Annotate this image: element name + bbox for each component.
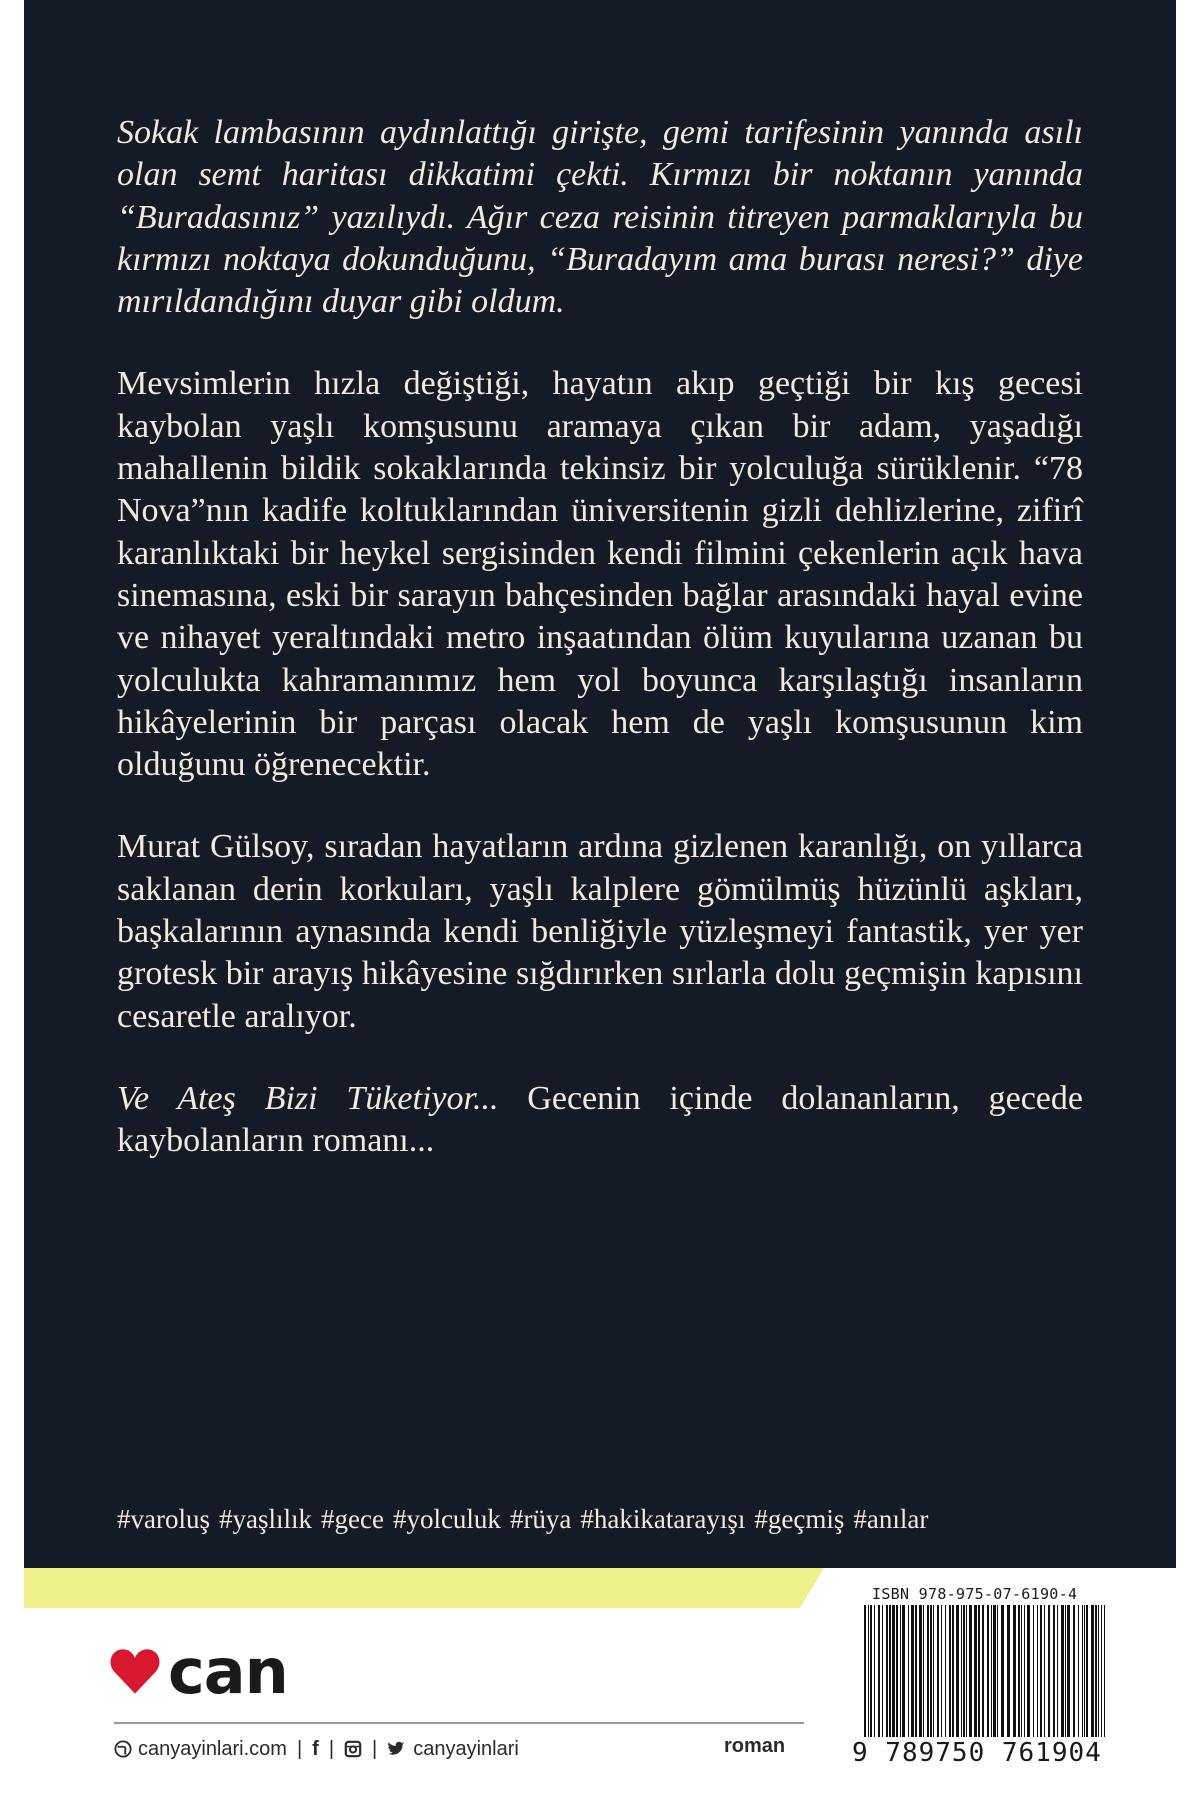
barcode-bar [886,1605,888,1737]
barcode-bar [1040,1605,1042,1737]
publisher-footer [114,1733,519,1765]
barcode-bar [1018,1605,1020,1737]
hashtag: #yolculuk [392,1504,501,1534]
dark-panel [24,0,1176,1568]
barcode-bar [974,1605,977,1737]
hashtag: #geçmiş [754,1504,845,1534]
barcode-bar [896,1605,898,1737]
barcode-bar [1091,1605,1094,1737]
barcode-digits: 9 789750 761904 [852,1738,1102,1768]
hashtag: #hakikatarayışı [580,1504,746,1534]
facebook-icon[interactable]: f [312,1737,319,1760]
separator: | [328,1737,335,1760]
twitter-icon[interactable] [387,1741,405,1757]
hashtag-list [117,1504,1083,1535]
quote-paragraph: Sokak lambasının aydınlattığı girişte, gemi tarifesinin yanında asılı olan semt haritası dikkatimi çekti. Kırmızı bir noktanın yanında “Buradasınız” yazılıydı. Ağır ceza reisinin titreyen parmaklarıyla bu kırmızı noktaya dokunduğunu, “Buradayım ama burası neresi?” diye mırıldandığını duyar gibi oldum. [117,114,1083,321]
footer-divider [114,1722,804,1724]
barcode-bar [966,1605,967,1737]
barcode-bar [1073,1605,1075,1737]
barcode-bar [941,1605,942,1737]
publisher-logo [108,1635,288,1708]
synopsis-paragraph: Mevsimlerin hızla değiştiği, hayatın akıp geçtiği bir kış gecesi kaybolan yaşlı komşusunu aramaya çıkan bir adam, yaşadığı mahallenin bildik sokaklarında tekinsiz bir yolculuğa sürüklenir. “78 Nova”nın kadife koltuklarından üniversitenin gizli dehlizlerine, zifirî karanlıktaki bir heykel sergisinden kendi filmini çekenlerin açık hava sinemasına, eski bir sarayın bahçesinden bağlar arasındaki hayal evine ve nihayet yeraltındaki metro inşaatından ölüm kuyularına uzanan bu yolculukta kahramanımız hem yol boyunca karşılaştığı insanların hikâyelerinin bir parçası olacak hem de yaşlı komşusunun kim olduğunu öğrenecektir. [117,365,1083,784]
isbn-label: ISBN 978-975-07-6190-4 [872,1585,1078,1603]
genre-label: roman [724,1735,786,1757]
barcode-bar [923,1605,924,1737]
barcode-bar [978,1605,980,1737]
barcode-bar [1065,1605,1066,1737]
closing-paragraph [117,1078,1083,1163]
globe-icon [114,1740,132,1758]
barcode-bar [952,1605,954,1737]
book-back-cover [24,0,1176,1800]
barcode-bar [1024,1605,1025,1737]
barcode-bar [969,1605,972,1737]
barcode-bar [892,1605,895,1737]
heart-icon [108,1645,162,1699]
closing-text: Gecenin içinde dolananların, gecede kaybolanların romanı... [117,1079,1083,1160]
barcode-bar [945,1605,946,1737]
barcode-bar [1067,1605,1070,1737]
barcode-bar [870,1605,872,1737]
barcode-bar [1086,1605,1088,1737]
blurb-text [117,112,1083,1203]
barcode-bar [915,1605,917,1737]
barcode-bar [937,1605,939,1737]
social-handle[interactable]: canyayinlari [413,1737,519,1760]
barcode-bar [987,1605,989,1737]
barcode-bar [961,1605,962,1737]
barcode-bar [1098,1605,1099,1737]
barcode-bar [930,1605,932,1737]
barcode-bar [1095,1605,1097,1737]
barcode-bar [1013,1605,1016,1737]
barcode-bar [911,1605,914,1737]
barcode-bar [1044,1605,1045,1737]
hashtag: #anılar [853,1504,929,1534]
author-paragraph: Murat Gülsoy, sıradan hayatların ardına gizlenen karanlığı, on yıllarca saklanan derin korkuları, yaşlı kalplere gömülmüş hüzünlü aşkları, başkalarının aynasında kendi benliğiyle yüzleşmeyi fantastik, yer yer grotesk bir arayış hikâyesine sığdırırken sırlarla dolu geçmişin kapısını cesaretle aralıyor. [117,828,1083,1035]
hashtag: #rüya [509,1504,572,1534]
barcode-bar [889,1605,891,1737]
hashtag: #yaşlılık [218,1504,312,1534]
barcode-bar [949,1605,951,1737]
barcode-bar [868,1605,869,1737]
barcode-bar [1027,1605,1030,1737]
barcode [862,1605,1108,1743]
barcode-bar [982,1605,984,1737]
book-title: Ve Ateş Bizi Tüketiyor... [117,1079,499,1117]
barcode-bar [919,1605,922,1737]
website-link[interactable]: canyayinlari.com [138,1737,287,1760]
barcode-bar [1021,1605,1022,1737]
barcode-bar [956,1605,959,1737]
barcode-bar [933,1605,934,1737]
separator: | [296,1737,303,1760]
separator: | [372,1737,378,1760]
logo-wordmark: can [168,1635,288,1708]
barcode-bar [963,1605,965,1737]
barcode-bar [874,1605,875,1737]
barcode-bar [993,1605,996,1737]
barcode-bar [1084,1605,1085,1737]
barcode-bar [908,1605,909,1737]
barcode-bar [900,1605,901,1737]
hashtag: #varoluş [117,1504,210,1534]
barcode-bar [997,1605,998,1737]
barcode-bar [1057,1605,1058,1737]
barcode-bar [1053,1605,1055,1737]
barcode-bar [927,1605,929,1737]
barcode-bar [1104,1605,1105,1737]
hashtag: #gece [320,1504,384,1534]
barcode-bar [1001,1605,1004,1737]
barcode-bar [1007,1605,1010,1737]
instagram-icon[interactable] [344,1740,362,1758]
barcode-bar [1037,1605,1038,1737]
barcode-bar [1048,1605,1050,1737]
barcode-bar [991,1605,992,1737]
barcode-bar [1033,1605,1034,1737]
barcode-bar [864,1605,866,1737]
barcode-bar [1061,1605,1064,1737]
barcode-bar [1101,1605,1102,1737]
barcode-bar [902,1605,905,1737]
barcode-bar [882,1605,883,1737]
barcode-bar [878,1605,880,1737]
barcode-bar [1082,1605,1083,1737]
barcode-bar [1078,1605,1079,1737]
